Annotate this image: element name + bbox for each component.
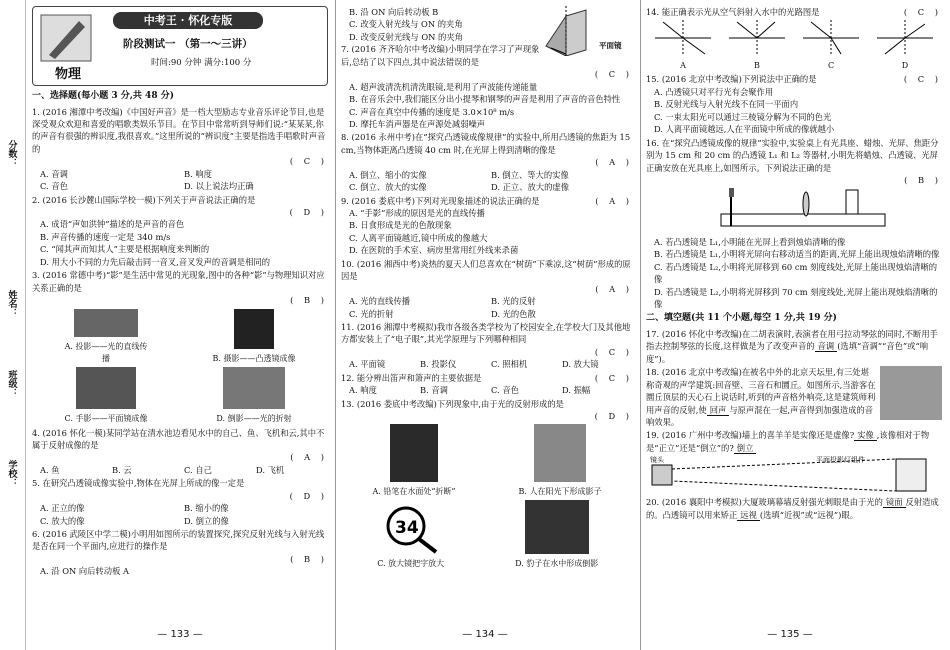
- question-text: 7. (2016 齐齐哈尔中考改编)小明同学在学习了声现象后,总结了以下四点,其中说法错误的是: [341, 44, 540, 67]
- question-1: [32, 106, 328, 193]
- diagram-label: D: [901, 61, 909, 71]
- answer: ( B ): [290, 553, 328, 564]
- question-13: [341, 398, 633, 571]
- option: C. 声音在真空中传播的速度是 3.0×10⁸ m/s: [349, 106, 515, 117]
- option: C. 放大的像: [40, 515, 85, 526]
- question-text: 13. (2016 娄底中考改编)下列现象中,由于光的反射形成的是: [341, 398, 564, 409]
- left-margin-strip: [0, 0, 26, 650]
- diagram-label: A: [680, 61, 686, 71]
- option: D. 正立、放大的虚像: [491, 182, 570, 193]
- option: B. 声音传播的速度一定是 340 m/s: [40, 231, 171, 242]
- option: D. 改变反射光线与 ON 的夹角: [349, 31, 463, 42]
- column-divider: [335, 0, 336, 650]
- option: C. 音色: [40, 181, 68, 192]
- magnifier-icon: [376, 500, 446, 554]
- option: A. 光的直线传播: [349, 296, 411, 307]
- answer: ( A ): [595, 157, 633, 168]
- question-text: 15. (2016 北京中考改编)下列说法中正确的是: [646, 74, 817, 85]
- question-2: [32, 194, 328, 269]
- option: C. 改变入射光线与 ON 的夹角: [349, 19, 463, 30]
- refraction-diagram-b: [729, 20, 785, 72]
- question-18: [646, 366, 942, 428]
- option: B. 沿 ON 向后转动板 B: [349, 7, 439, 17]
- option: A. 成语“声如洪钟”描述的是声音的音色: [40, 219, 185, 230]
- option: C. 一束太阳光可以通过三棱镜分解为不同的色光: [654, 111, 832, 122]
- option: B. 倒立、等大的实像: [491, 169, 569, 180]
- question-4: [32, 427, 328, 477]
- projector-label: 平面投影灯组件: [816, 456, 865, 465]
- figure-caption: B. 人在阳光下形成影子: [518, 487, 602, 497]
- option: D. 人离平面镜越远,人在平面镜中所成的像就越小: [654, 124, 835, 135]
- page-number: — 133 —: [157, 629, 203, 640]
- projector-icon: [646, 455, 936, 495]
- question-19: [646, 429, 942, 495]
- question-6: [32, 528, 328, 578]
- mirror-apparatus-figure: [541, 6, 633, 66]
- question-text: (选填“近视”或“远视”)眼。: [759, 509, 859, 520]
- page-number: — 135 —: [767, 629, 813, 640]
- option: A. 沿 ON 向后转动板 A: [40, 566, 130, 577]
- refraction-diagram-d: [877, 20, 933, 72]
- figure-camera: [209, 309, 299, 365]
- test-header: [32, 6, 328, 86]
- diagram-label: C: [827, 61, 835, 71]
- section-heading: 一、选择题(每小题 3 分,共 48 分): [32, 91, 174, 101]
- series-banner: 中考王 · 怀化专版: [113, 12, 263, 29]
- question-3: [32, 269, 328, 424]
- option: B. 日食形成是光的色散现象: [349, 220, 452, 231]
- option: A. 超声波清洗机清洗眼镜,是利用了声波能传递能量: [349, 81, 538, 92]
- option: D. 光的色散: [491, 308, 536, 319]
- option: A. 若凸透镜是 L₁,小明能在光屏上看到烛焰清晰的像: [654, 236, 846, 247]
- answer-blank: 镜面: [883, 497, 906, 508]
- refraction-diagram-c: [803, 20, 859, 72]
- test-title: 阶段测试一 （第一～三讲）: [123, 38, 253, 50]
- option: C. 倒立、放大的实像: [349, 182, 427, 193]
- figure-magnifier: [376, 500, 446, 570]
- option: D. 飞机: [256, 464, 285, 475]
- question-text: 9. (2016 娄底中考)下列对光现象描述的说法正确的是: [341, 195, 540, 206]
- option: D. 振幅: [562, 385, 591, 396]
- option: D. 用大小不同的力先后敲击同一音叉,音叉发声的音调是相同的: [40, 256, 270, 267]
- option: D. 在医院的手术室、病房里常用红外线来杀菌: [349, 245, 519, 256]
- option: B. 云: [112, 464, 132, 475]
- figure-caption: B. 摄影——凸透镜成像: [212, 353, 296, 363]
- question-text: 18. (2016 北京中考改编)在被名中外的北京天坛里,有三处堪称奇观的声学建筑:回音壁、三音石和圜丘。如图所示,当游客在圜丘顶层的天心石上说话时,听到的声音格外响亮,这是建筑师利用声音的反射,使: [646, 367, 876, 415]
- question-text: 10. (2016 湘西中考)炎热的夏天人们总喜欢在“树荫”下乘凉,这“树荫”形成的原因是: [341, 258, 631, 282]
- question-text: 17. (2016 怀化中考改编)在二胡表演时,表演者在用弓拉动琴弦的同时,不断用手指去控制琴弦的长度,这样做是为了改变声音的: [646, 328, 938, 352]
- answer: ( D ): [289, 207, 328, 217]
- option: D. 放大镜: [562, 359, 599, 370]
- optical-bench-figure: [646, 186, 936, 232]
- figure-projection: [61, 309, 151, 365]
- name-label: 姓名：: [6, 290, 17, 317]
- question-text: 20. (2016 襄阳中考模拟)大厦玻璃幕墙反射强光刺眼是由于光的: [646, 497, 883, 508]
- question-text: 8. (2016 永州中考)在“探究凸透镜成像规律”的实验中,所用凸透镜的焦距为 15 cm,当物体距离凸透镜 40 cm 时,在光屏上得到清晰的像是: [341, 132, 631, 155]
- option: D. 若凸透镜是 L₂,小明将光屏移到 70 cm 刻度线处,光屏上能出现烛焰清晰的像: [654, 286, 938, 309]
- option: A. “手影”形成的原因是光的直线传播: [349, 208, 485, 218]
- question-text: 16. 在“探究凸透镜成像的规律”实验中,实验桌上有光具座、蜡烛、光屏、焦距分别为 15 cm 和 20 cm 的凸透镜 L₁ 和 L₂ 等器材,小明先将蜡烛、凸透镜、光屏正确安放在光具座上,如图所示。下列说法正确的是: [646, 137, 939, 173]
- question-text: 19. (2016 广州中考改编)墙上的喜羊羊是实像还是虚像?: [646, 430, 855, 441]
- class-label: 班级：: [6, 370, 17, 397]
- light-path-icon: [655, 20, 711, 56]
- light-path-icon: [729, 20, 785, 56]
- answer-blank: 实像: [854, 430, 877, 441]
- question-text: 反射造成的。凸透镜可以用来矫正: [646, 497, 939, 520]
- question-text: 11. (2016 湘潭中考模拟)我市各级各类学校为了校园安全,在学校大门及其他地方都安装上了“电子眼”,其光学原理与下列哪种相同: [341, 321, 631, 345]
- answer: ( B ): [904, 174, 942, 185]
- answer: ( A ): [290, 452, 328, 463]
- question-5: [32, 477, 328, 527]
- option: A. 响度: [349, 385, 377, 396]
- question-text: 12. 能分辨出笛声和箫声的主要依据是: [341, 372, 482, 383]
- option: D. 以上说法均正确: [184, 181, 254, 192]
- question-text: 5. 在研究凸透镜成像实验中,物体在光屏上所成的像一定是: [32, 478, 245, 489]
- figure-caption: D. 倒影——光的折射: [216, 413, 292, 423]
- question-text: 3. (2016 常德中考)“影”是生活中常见的光现象,图中的各种“影”与物理知识对应关系正确的是: [32, 270, 325, 293]
- answer: ( C ): [903, 74, 942, 85]
- option: A. 平面镜: [349, 359, 386, 370]
- option: C. 若凸透镜是 L₂,小明将光屏移到 60 cm 刻度线处,光屏上能出现烛焰清晰的像: [654, 261, 938, 285]
- refraction-diagram-a: [655, 20, 711, 72]
- diagram-label: B: [754, 61, 760, 71]
- option: B. 若凸透镜是 L₁,小明将光屏向右移动适当的距离,光屏上能出现烛焰清晰的像: [654, 249, 940, 260]
- option: A. 音调: [40, 168, 68, 179]
- tiantan-photo: [880, 366, 942, 420]
- option: B. 响度: [184, 168, 212, 179]
- option: C. 光的折射: [349, 308, 394, 319]
- option: C. 人离平面镜越近,镜中所成的像越大: [349, 232, 488, 243]
- option: C. 音色: [491, 385, 519, 396]
- section-heading: 二、填空题(共 11 个小题,每空 1 分,共 19 分): [646, 313, 837, 324]
- question-9: [341, 195, 633, 257]
- option: A. 凸透镜只对平行光有会聚作用: [654, 86, 774, 97]
- answer: ( C ): [289, 156, 328, 167]
- answer-blank: 倒立: [734, 443, 757, 454]
- question-12: [341, 372, 633, 397]
- page-135: [646, 6, 942, 618]
- page-133: [32, 6, 328, 618]
- test-meta: 时间:90 分钟 满分:100 分: [151, 58, 252, 68]
- question-text: 4. (2016 怀化一模)某同学站在清水池边看见水中的自己、鱼、飞机和云,其中不属于反射成像的是: [32, 427, 325, 450]
- answer: ( D ): [594, 411, 633, 421]
- answer: ( B ): [290, 295, 328, 306]
- question-text: ,该像相对于物是“正立”还是“倒立”的?: [646, 430, 930, 453]
- column-divider: [640, 0, 641, 650]
- answer: ( A ): [595, 283, 633, 294]
- answer: ( A ): [595, 195, 633, 206]
- question-14: [646, 6, 942, 72]
- question-text: 1. (2016 湘潭中考改编)《中国好声音》是一档大型励志专业音乐评论节目,也是深受观众欢迎和喜爱的唱歌类娱乐节目。在节目中常常听到导师们说:“某某某,你的声音有很强的辨识度,我很喜欢。”这里所说的“辨识度”主要是指选手唱歌时声音的: [32, 106, 326, 154]
- figure-shadow-person: [519, 424, 602, 498]
- option: B. 光的反射: [491, 296, 536, 307]
- question-text: 2. (2016 长沙麓山国际学校一模)下列关于声音说法正确的是: [32, 194, 256, 205]
- reflection-board-icon: [541, 6, 601, 56]
- question-text: 14. 能正确表示光从空气斜射入水中的光路图是: [646, 7, 820, 17]
- lens-label: 镜头: [650, 456, 664, 465]
- figure-caption: C. 放大镜把字放大: [377, 559, 445, 569]
- page-number: — 134 —: [462, 629, 508, 640]
- question-10: [341, 258, 633, 320]
- question-text: 6. (2016 武陵区中学二模)小明用如图所示的装置探究,探究反射光线与入射光线是否在同一个平面内,应进行的操作是: [32, 529, 325, 552]
- score-label: 分数：: [6, 140, 17, 167]
- answer: ( C ): [594, 372, 633, 383]
- mirror-label: 平面镜: [599, 41, 622, 50]
- magnified-number: 34: [394, 518, 419, 539]
- figure-pencil-in-water: [372, 424, 455, 498]
- pen-icon: [39, 13, 93, 63]
- answer: ( D ): [289, 490, 328, 501]
- school-label: 学校：: [6, 460, 17, 487]
- page-134: [341, 6, 633, 618]
- option: B. 缩小的像: [184, 503, 229, 514]
- answer: ( C ): [903, 7, 942, 17]
- question-text: 与原声混在一起,声音得到加强造成的音响效果。: [646, 404, 874, 427]
- option: B. 在音乐会中,我们能区分出小提琴和钢琴的声音是利用了声音的音色特性: [349, 94, 621, 105]
- option: D. 倒立的像: [184, 515, 229, 526]
- question-text: (选填“音调”“音色”或“响度”)。: [646, 341, 929, 364]
- figure-hand-shadow: [61, 367, 151, 425]
- figure-leopard-reflection: [515, 500, 598, 570]
- option: D. 摩托车消声器是在声源处减弱噪声: [349, 118, 486, 129]
- light-path-icon: [877, 20, 933, 56]
- option: B. 投影仪: [420, 359, 457, 370]
- question-8: [341, 131, 633, 193]
- question-15: [646, 73, 942, 135]
- option: A. 正立的像: [40, 503, 85, 514]
- figure-caption: D. 豹子在水中形成倒影: [515, 559, 599, 569]
- question-16: [646, 137, 942, 311]
- option: B. 音调: [420, 385, 448, 396]
- figure-caption: A. 铅笔在水面处“折断”: [372, 487, 456, 497]
- question-11: [341, 321, 633, 371]
- option: C. 照相机: [491, 359, 528, 370]
- option: A. 鱼: [40, 464, 60, 475]
- subject-label: 物理: [55, 67, 82, 82]
- option: C. 自己: [184, 464, 212, 475]
- answer-blank: 远视: [737, 510, 760, 521]
- answer: ( C ): [594, 69, 633, 80]
- option: B. 反射光线与入射光线不在同一平面内: [654, 99, 799, 110]
- answer: ( C ): [594, 346, 633, 357]
- answer-blank: 回声: [707, 405, 730, 416]
- figure-caption: C. 手影——平面镜成像: [64, 413, 148, 423]
- light-path-icon: [803, 20, 859, 56]
- figure-caption: A. 投影——光的直线传播: [64, 341, 148, 363]
- projector-figure: [646, 455, 942, 495]
- figure-reflection: [209, 367, 299, 425]
- question-20: [646, 496, 942, 521]
- answer-blank: 音调: [815, 341, 838, 352]
- option: C. “闻其声而知其人”主要是根据响度来判断的: [40, 244, 210, 255]
- question-17: [646, 328, 942, 365]
- option: A. 倒立、缩小的实像: [349, 169, 427, 180]
